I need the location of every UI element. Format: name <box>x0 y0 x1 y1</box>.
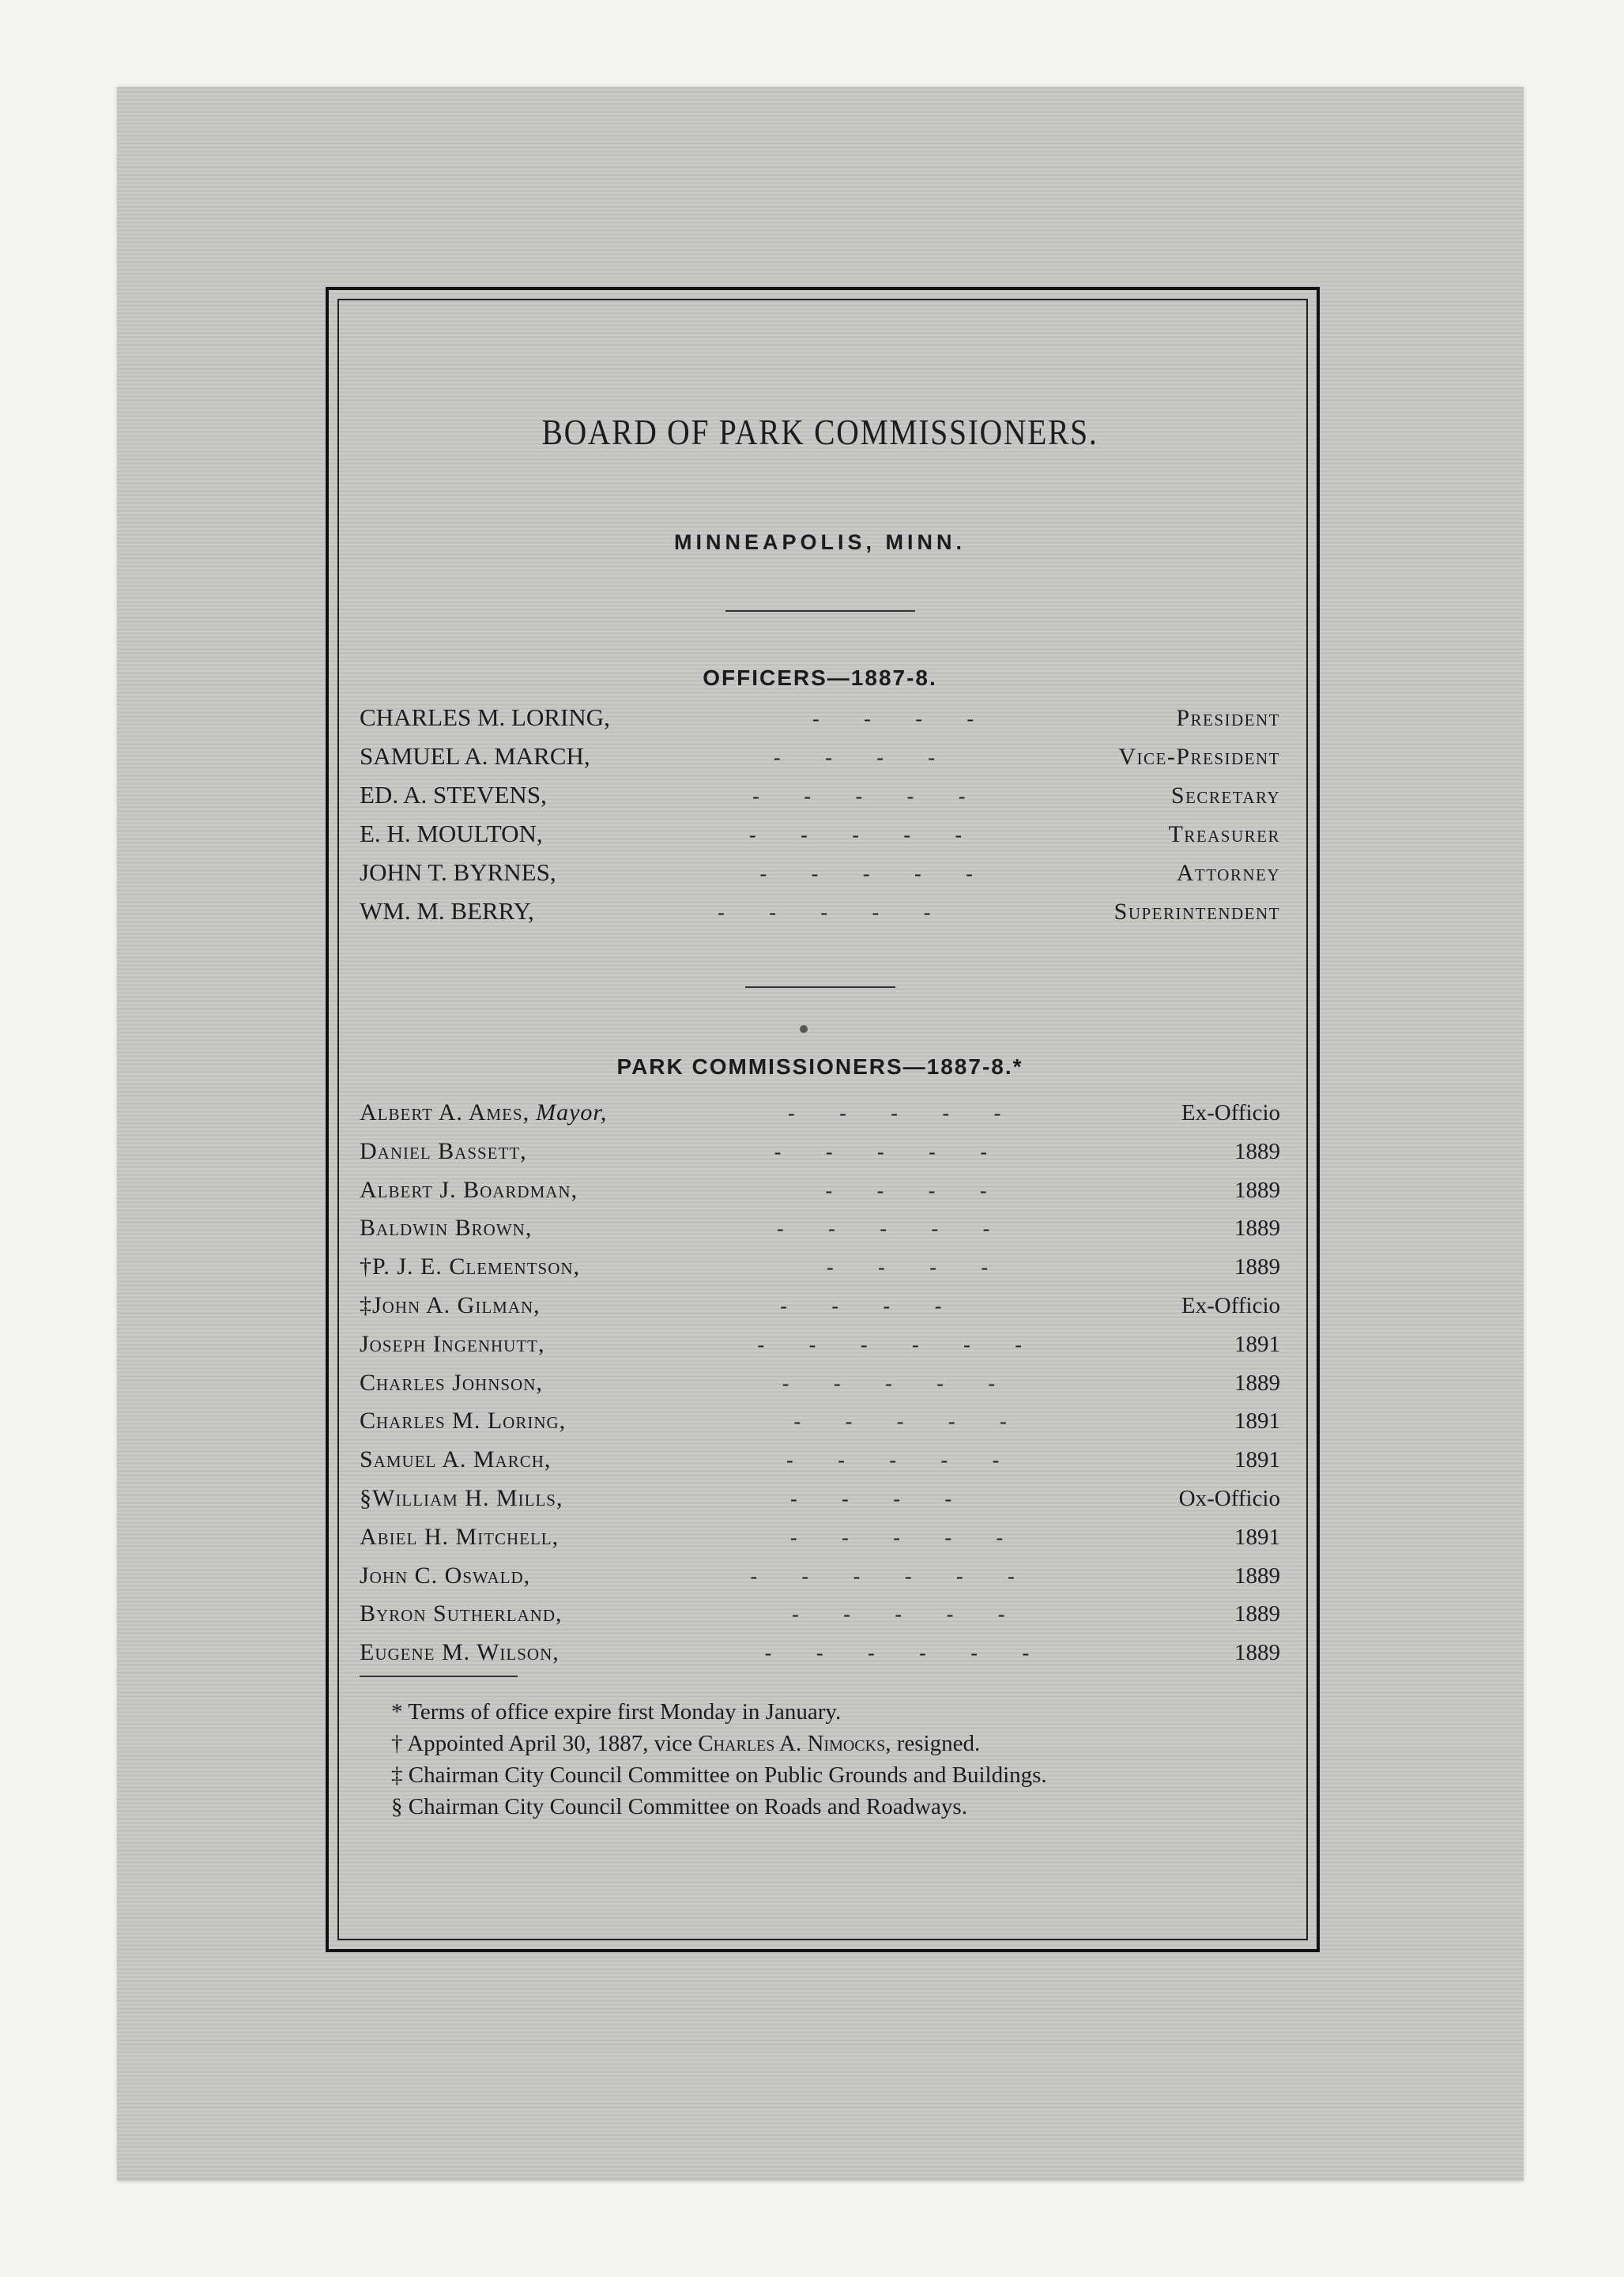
commissioner-term: 1889 <box>1234 1601 1280 1627</box>
footnote-dagger-end: , resigned. <box>885 1730 981 1756</box>
officer-role: Vice-President <box>1118 744 1280 770</box>
commissioner-name: §William H. Mills, <box>360 1484 563 1511</box>
leader-dashes: - - - - <box>812 707 974 730</box>
footnote-dagger <box>391 1728 1280 1759</box>
officer-row <box>360 815 1280 854</box>
leader-dashes: - - - - <box>780 1294 942 1318</box>
commissioner-name-cell <box>360 1248 580 1286</box>
commissioner-name: Charles Johnson, <box>360 1369 543 1396</box>
commissioner-name-cell <box>360 1171 578 1209</box>
divider <box>745 986 895 988</box>
commissioner-name-cell <box>360 1595 563 1633</box>
commissioner-name-cell <box>360 1287 541 1325</box>
commissioner-term: 1889 <box>1234 1254 1280 1280</box>
ink-spot <box>800 1025 808 1033</box>
leader-dashes: - - - - - - <box>757 1333 1022 1356</box>
footnote-section: § Chairman City Council Committee on Roads and Roadways. <box>391 1793 967 1819</box>
commissioner-name: Daniel Bassett, <box>360 1137 527 1164</box>
commissioner-name-cell <box>360 1402 566 1440</box>
commissioner-name: Baldwin Brown, <box>360 1215 533 1242</box>
commissioner-term: 1891 <box>1234 1408 1280 1434</box>
commissioner-name-cell <box>360 1094 607 1132</box>
leader-dashes: - - - - - <box>752 785 966 808</box>
footnote-dagger-text: † Appointed April 30, 1887, vice <box>391 1730 699 1756</box>
leader-dashes: - - - - - <box>793 1410 1007 1434</box>
officer-role: Secretary <box>1170 782 1280 809</box>
leader-dashes: - - - - - <box>789 1525 1004 1549</box>
leader-dashes: - - - - - <box>748 824 963 846</box>
commissioner-term: Ox-Officio <box>1178 1485 1280 1511</box>
document-title: BOARD OF PARK COMMISSIONERS. <box>541 412 1098 452</box>
commissioner-name: Joseph Ingenhutt, <box>360 1330 545 1357</box>
commissioner-term: 1891 <box>1234 1524 1280 1550</box>
commissioner-row <box>360 1094 1280 1133</box>
officer-name: SAMUEL A. MARCH, <box>360 742 590 770</box>
leader-dashes: - - - - - <box>792 1603 1005 1627</box>
commissioner-name: Samuel A. March, <box>360 1446 552 1473</box>
commissioner-row <box>360 1325 1280 1364</box>
commissioner-name-cell <box>360 1480 563 1517</box>
commissioner-title: Mayor, <box>536 1099 608 1125</box>
commissioner-name: Albert J. Boardman, <box>360 1176 578 1203</box>
commissioners-heading: PARK COMMISSIONERS—1887-8.* <box>616 1054 1023 1079</box>
document-content <box>360 411 1280 1823</box>
commissioner-name-cell <box>360 1518 559 1556</box>
officer-role: Superintendent <box>1113 899 1280 925</box>
commissioner-name: †P. J. E. Clementson, <box>360 1253 581 1280</box>
leader-dashes: - - - - - - <box>750 1564 1015 1588</box>
commissioner-row <box>360 1595 1280 1634</box>
leader-dashes: - - - - - <box>777 1217 990 1241</box>
commissioner-term: 1889 <box>1234 1138 1280 1164</box>
commissioner-term: 1891 <box>1234 1331 1280 1357</box>
leader-dashes: - - - - - <box>774 1140 987 1163</box>
officer-row <box>360 892 1280 931</box>
leader-dashes: - - - - - <box>782 1371 996 1395</box>
commissioner-name: Abiel H. Mitchell, <box>360 1523 560 1550</box>
leader-dashes: - - - - - <box>787 1102 1001 1125</box>
commissioner-term: 1889 <box>1234 1216 1280 1242</box>
commissioner-name: ‡John A. Gilman, <box>360 1291 541 1318</box>
officer-role: President <box>1176 705 1280 731</box>
leader-dashes: - - - - <box>826 1256 989 1280</box>
officer-name: WM. M. BERRY, <box>360 897 534 925</box>
divider <box>360 1676 518 1677</box>
leader-dashes: - - - - - <box>759 862 973 885</box>
commissioner-term: 1889 <box>1234 1177 1280 1203</box>
footnote-double-dagger: ‡ Chairman City Council Committee on Public Grounds and Buildings. <box>391 1762 1047 1788</box>
leader-dashes: - - - - - <box>718 901 931 924</box>
commissioners-list <box>360 1094 1280 1672</box>
officers-heading: OFFICERS—1887-8. <box>703 665 937 690</box>
commissioner-name-cell <box>360 1634 560 1672</box>
commissioner-term: Ex-Officio <box>1181 1292 1280 1318</box>
commissioner-name-cell <box>360 1325 545 1363</box>
commissioner-name: John C. Oswald, <box>360 1562 531 1589</box>
officer-row <box>360 737 1280 776</box>
commissioner-name: Albert A. Ames, <box>360 1099 530 1125</box>
commissioner-name-cell <box>360 1364 543 1402</box>
commissioner-row <box>360 1287 1280 1325</box>
document-subtitle: MINNEAPOLIS, MINN. <box>673 530 966 554</box>
commissioner-row <box>360 1480 1280 1518</box>
officers-list <box>360 699 1280 931</box>
footnotes <box>360 1696 1280 1823</box>
commissioner-term: 1891 <box>1234 1447 1280 1473</box>
officer-role: Treasurer <box>1168 821 1280 847</box>
leader-dashes: - - - - <box>790 1487 952 1510</box>
officer-row <box>360 776 1280 815</box>
officer-role: Attorney <box>1176 860 1280 886</box>
commissioner-row <box>360 1402 1280 1441</box>
commissioner-row <box>360 1557 1280 1596</box>
leader-dashes: - - - - - - <box>764 1642 1030 1665</box>
commissioner-row <box>360 1209 1280 1248</box>
commissioner-row <box>360 1171 1280 1210</box>
commissioner-term: 1889 <box>1234 1370 1280 1396</box>
officer-name: CHARLES M. LORING, <box>360 703 610 731</box>
leader-dashes: - - - - - <box>786 1449 1000 1472</box>
leader-dashes: - - - - <box>825 1178 987 1202</box>
divider <box>725 610 915 612</box>
commissioner-name: Eugene M. Wilson, <box>360 1639 560 1666</box>
commissioner-row <box>360 1518 1280 1557</box>
commissioner-name: Byron Sutherland, <box>360 1600 563 1627</box>
commissioner-row <box>360 1248 1280 1287</box>
commissioner-term: 1889 <box>1234 1640 1280 1666</box>
officer-name: ED. A. STEVENS, <box>360 781 547 809</box>
commissioner-name-cell <box>360 1557 530 1595</box>
commissioner-row <box>360 1133 1280 1171</box>
commissioner-name-cell <box>360 1133 527 1171</box>
officer-row <box>360 854 1280 892</box>
commissioner-row <box>360 1634 1280 1672</box>
commissioner-name-cell <box>360 1441 551 1479</box>
commissioner-term: 1889 <box>1234 1563 1280 1589</box>
leader-dashes: - - - - <box>773 746 936 769</box>
commissioner-term: Ex-Officio <box>1181 1100 1280 1125</box>
footnote-dagger-name: Charles A. Nimocks <box>698 1730 886 1756</box>
commissioner-name: Charles M. Loring, <box>360 1408 567 1434</box>
commissioner-row <box>360 1364 1280 1403</box>
commissioner-name-cell <box>360 1209 532 1247</box>
commissioner-row <box>360 1441 1280 1480</box>
officer-row <box>360 699 1280 737</box>
officer-name: E. H. MOULTON, <box>360 820 543 847</box>
officer-name: JOHN T. BYRNES, <box>360 858 556 886</box>
footnote-star: * Terms of office expire first Monday in January. <box>391 1698 842 1725</box>
